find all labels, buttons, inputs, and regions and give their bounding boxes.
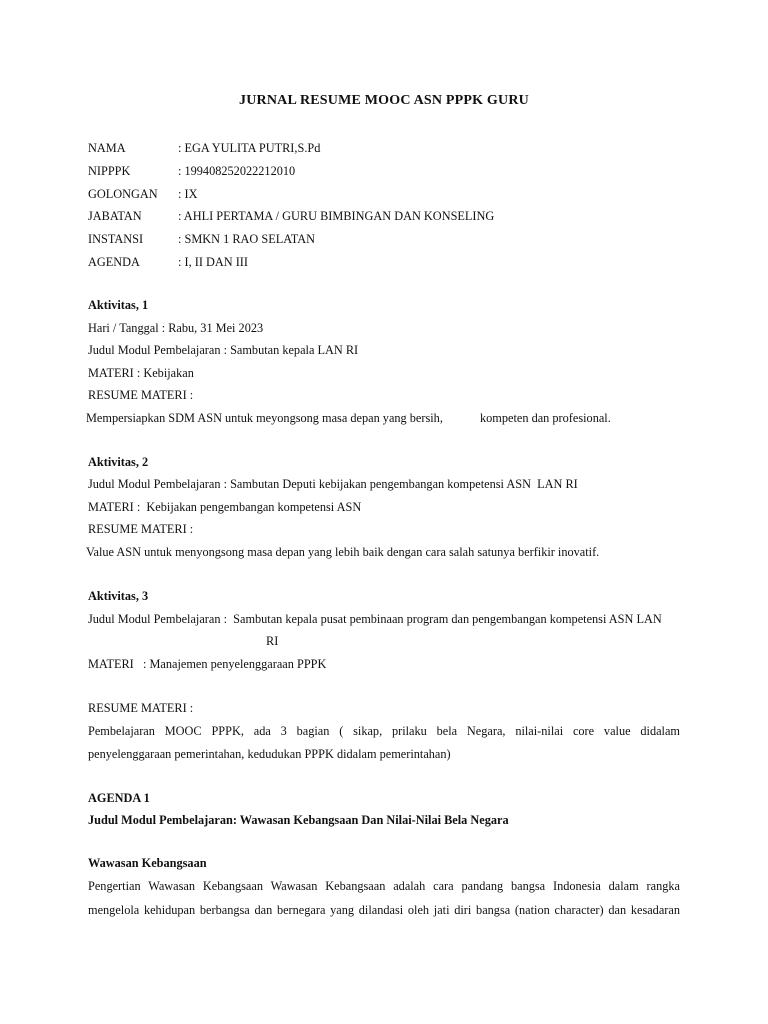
aktivitas3-resume-line2: penyelenggaraan pemerintahan, kedudukan PPPK didalam pemerintahan) xyxy=(88,747,451,761)
label-instansi: INSTANSI xyxy=(88,232,144,246)
aktivitas1-resume-text: Mempersiapkan SDM ASN untuk meyongsong masa depan yang bersih, xyxy=(86,411,443,425)
label-nipppk: NIPPPK xyxy=(88,164,131,178)
aktivitas3-resume-line1: Pembelajaran MOOC PPPK, ada 3 bagian ( sikap, prilaku bela Negara, nilai-nilai core value didalam xyxy=(88,724,680,738)
aktivitas3-resume-label: RESUME MATERI : xyxy=(88,701,194,715)
document-title: JURNAL RESUME MOOC ASN PPPK GURU xyxy=(239,93,529,108)
aktivitas2-judul: Judul Modul Pembelajaran : Sambutan Deputi kebijakan pengembangan kompetensi ASN LAN RI xyxy=(88,477,578,491)
value-jabatan: : AHLI PERTAMA / GURU BIMBINGAN DAN KONSELING xyxy=(178,209,495,223)
agenda1-paragraph-line1: Pengertian Wawasan Kebangsaan Wawasan Kebangsaan adalah cara pandang bangsa Indonesia dalam rangka xyxy=(88,879,680,893)
aktivitas1-judul: Judul Modul Pembelajaran : Sambutan kepala LAN RI xyxy=(88,343,359,357)
aktivitas1-resume-label: RESUME MATERI : xyxy=(88,388,194,402)
agenda1-subheading: Wawasan Kebangsaan xyxy=(88,856,207,870)
label-golongan: GOLONGAN xyxy=(88,187,158,201)
agenda1-heading: AGENDA 1 xyxy=(88,791,150,805)
value-nama: : EGA YULITA PUTRI,S.Pd xyxy=(178,141,321,155)
agenda1-paragraph-line2: mengelola kehidupan berbangsa dan bernegara yang dilandasi oleh jati diri bangsa (nation character) dan kesadaran xyxy=(88,903,680,917)
aktivitas1-tanggal: Hari / Tanggal : Rabu, 31 Mei 2023 xyxy=(88,321,264,335)
aktivitas2-materi: MATERI : Kebijakan pengembangan kompetensi ASN xyxy=(88,500,362,514)
label-nama: NAMA xyxy=(88,141,126,155)
aktivitas3-heading: Aktivitas, 3 xyxy=(88,589,149,603)
label-agenda: AGENDA xyxy=(88,255,140,269)
aktivitas3-judul-continued: RI xyxy=(266,634,279,648)
aktivitas3-materi: MATERI : Manajemen penyelenggaraan PPPK xyxy=(88,657,327,671)
value-instansi: : SMKN 1 RAO SELATAN xyxy=(178,232,316,246)
aktivitas1-heading: Aktivitas, 1 xyxy=(88,298,149,312)
aktivitas1-resume-text-end: kompeten dan profesional. xyxy=(480,411,611,425)
value-nipppk: : 199408252022212010 xyxy=(178,164,296,178)
value-golongan: : IX xyxy=(178,187,198,201)
aktivitas2-resume-label: RESUME MATERI : xyxy=(88,522,194,536)
label-jabatan: JABATAN xyxy=(88,209,142,223)
aktivitas3-judul: Judul Modul Pembelajaran : Sambutan kepala pusat pembinaan program dan pengembangan kompetensi ASN LAN xyxy=(88,612,662,626)
aktivitas2-resume-text: Value ASN untuk menyongsong masa depan yang lebih baik dengan cara salah satunya berfikir inovatif. xyxy=(86,545,600,559)
aktivitas1-materi: MATERI : Kebijakan xyxy=(88,366,194,380)
agenda1-judul: Judul Modul Pembelajaran: Wawasan Kebangsaan Dan Nilai-Nilai Bela Negara xyxy=(88,813,509,827)
aktivitas2-heading: Aktivitas, 2 xyxy=(88,455,149,469)
value-agenda: : I, II DAN III xyxy=(178,255,248,269)
